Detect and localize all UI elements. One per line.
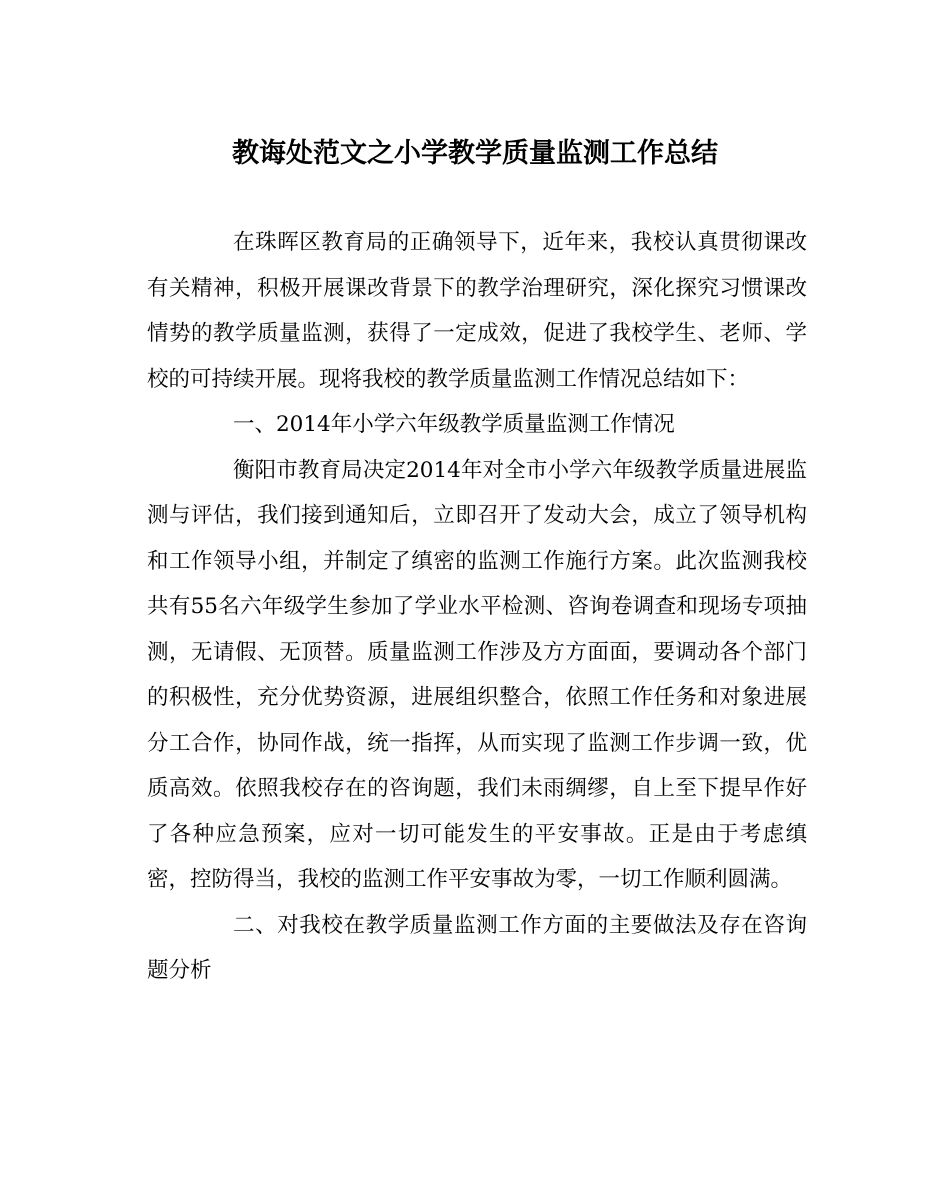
document-title: 教诲处范文之小学教学质量监测工作总结 (232, 138, 718, 169)
document-body (147, 220, 807, 994)
paragraph-section-1: 衡阳市教育局决定2014年对全市小学六年级教学质量进展监测与评估，我们接到通知后，立即召开了发动大会，成立了领导机构和工作领导小组，并制定了缜密的监测工作施行方案。此次监测我校共有55名六年级学生参加了学业水平检测、咨询卷调查和现场专项抽测，无请假、无顶替。质量监测工作涉及方方面面，要调动各个部门的积极性，充分优势资源，进展组织整合，依照工作任务和对象进展分工合作，协同作战，统一指挥，从而实现了监测工作步调一致，优质高效。依照我校存在的咨询题，我们未雨绸缪，自上至下提早作好了各种应急预案，应对一切可能发生的平安事故。正是由于考虑缜密，控防得当，我校的监测工作平安事故为零，一切工作顺利圆满。 (147, 457, 807, 892)
section-heading-2: 二、对我校在教学质量监测工作方面的主要做法及存在咨询题分析 (147, 912, 807, 983)
section-heading-1: 一、2014年小学六年级教学质量监测工作情况 (233, 412, 675, 437)
paragraph-intro: 在珠晖区教育局的正确领导下，近年来，我校认真贯彻课改有关精神，积极开展课改背景下的教学治理研究，深化探究习惯课改情势的教学质量监测，获得了一定成效，促进了我校学生、老师、学校的可持续开展。现将我校的教学质量监测工作情况总结如下： (147, 230, 807, 392)
